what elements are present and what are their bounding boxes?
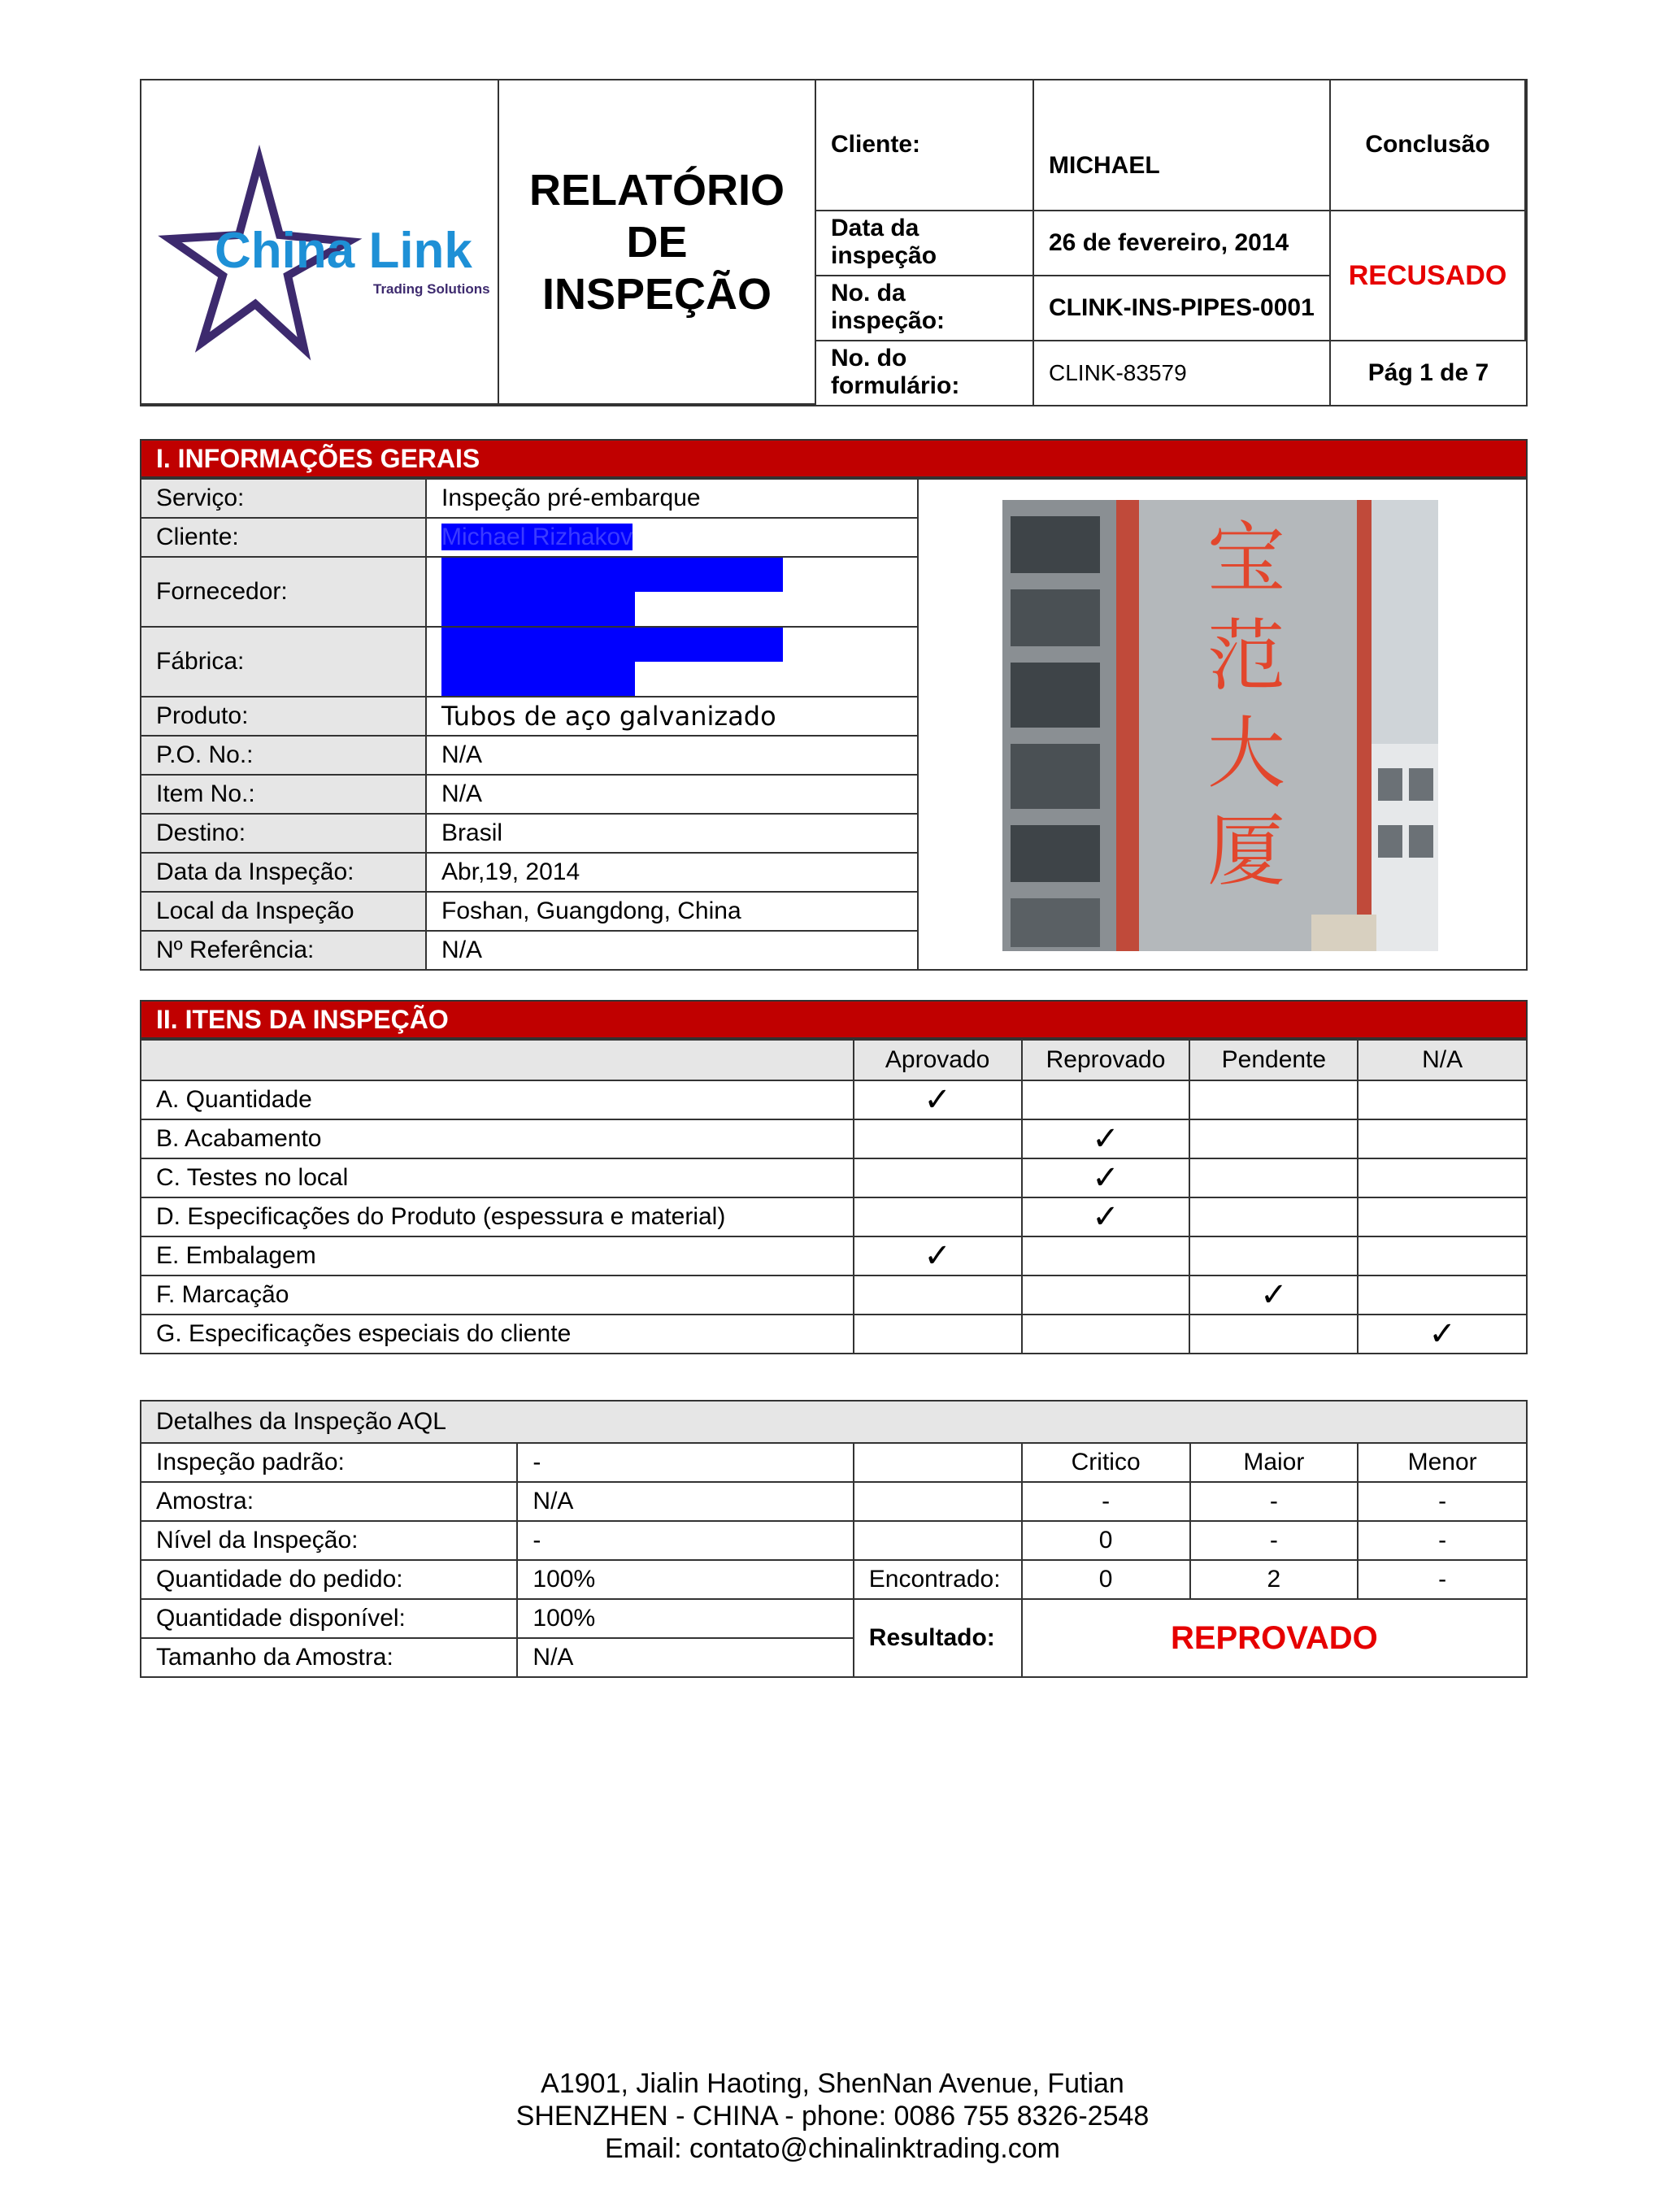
conclusion-value: RECUSADO: [1331, 211, 1526, 341]
redaction-block: [441, 592, 635, 626]
form-number-value: CLINK-83579: [1034, 341, 1331, 405]
row-value: Brasil: [426, 814, 918, 853]
table-row: [141, 1236, 1527, 1275]
empty-check-cell: [854, 1315, 1022, 1354]
empty-check-cell: [1022, 1236, 1190, 1275]
row-label: Nº Referência:: [141, 931, 426, 970]
row-value: N/A: [426, 736, 918, 775]
item-label: C. Testes no local: [141, 1158, 854, 1197]
china-link-logo: [141, 80, 499, 405]
inspection-number-label: No. da inspeção:: [816, 276, 1034, 341]
table-row: [141, 557, 918, 627]
row-label: Cliente:: [141, 518, 426, 557]
logo-subtext: Trading Solutions: [373, 281, 490, 297]
empty-check-cell: [1189, 1080, 1358, 1119]
defect-value: -: [1190, 1482, 1359, 1521]
item-label: A. Quantidade: [141, 1080, 854, 1119]
aql-value: 100%: [517, 1599, 853, 1638]
check-mark-icon: [854, 1236, 1022, 1275]
empty-check-cell: [1022, 1080, 1190, 1119]
defect-header-critico: Critico: [1022, 1443, 1190, 1482]
found-value: 2: [1190, 1560, 1359, 1599]
footer-line-3: Email: contato@chinalinktrading.com: [605, 2133, 1060, 2164]
page-number: Pág 1 de 7: [1367, 359, 1489, 386]
aql-label: Amostra:: [141, 1482, 517, 1521]
table-row: [141, 1599, 1527, 1638]
aql-empty: [854, 1521, 1022, 1560]
row-value: N/A: [426, 775, 918, 814]
client-value: MICHAEL: [1034, 80, 1331, 211]
defect-value: 0: [1022, 1521, 1190, 1560]
table-row: [141, 1275, 1527, 1315]
item-label: E. Embalagem: [141, 1236, 854, 1275]
empty-check-cell: [1189, 1119, 1358, 1158]
aql-value: -: [517, 1443, 853, 1482]
checkmark-icon: ✓: [1092, 1120, 1119, 1157]
checkmark-icon: ✓: [1428, 1315, 1456, 1352]
empty-check-cell: [854, 1197, 1022, 1236]
table-row: [141, 1560, 1527, 1599]
table-row: [141, 931, 918, 970]
empty-check-cell: [854, 1119, 1022, 1158]
row-label: Item No.:: [141, 775, 426, 814]
logo-text: China Link: [215, 223, 472, 279]
section-general-title: I. INFORMAÇÕES GERAIS: [140, 439, 1528, 478]
redaction-block: [441, 628, 783, 662]
result-value: REPROVADO: [1022, 1599, 1527, 1677]
item-label: B. Acabamento: [141, 1119, 854, 1158]
item-label: D. Especificações do Produto (espessura e material): [141, 1197, 854, 1236]
photo-sign-char: 大: [1207, 708, 1285, 799]
empty-check-cell: [1189, 1315, 1358, 1354]
row-value: N/A: [426, 931, 918, 970]
title-line-2: DE: [626, 217, 688, 267]
check-mark-icon: [1022, 1119, 1190, 1158]
aql-label: Nível da Inspeção:: [141, 1521, 517, 1560]
title-line-3: INSPEÇÃO: [541, 269, 772, 319]
table-row: [141, 1197, 1527, 1236]
aql-value: -: [517, 1521, 853, 1560]
row-label: Produto:: [141, 697, 426, 736]
item-label: F. Marcação: [141, 1275, 854, 1315]
photo-sign-char: 宝: [1207, 513, 1285, 604]
empty-check-cell: [1189, 1197, 1358, 1236]
empty-check-cell: [1358, 1080, 1527, 1119]
photo-sign-char: 厦: [1207, 806, 1285, 897]
aql-details-table: [140, 1400, 1528, 1678]
empty-check-cell: [1022, 1275, 1190, 1315]
checkmark-icon: ✓: [924, 1081, 951, 1118]
column-header-reprovado: Reprovado: [1022, 1040, 1190, 1080]
defect-value: -: [1022, 1482, 1190, 1521]
client-name-redacted: Michael Rizhakov: [441, 524, 633, 550]
defect-value: -: [1358, 1482, 1527, 1521]
empty-check-cell: [1189, 1236, 1358, 1275]
defect-value: -: [1190, 1521, 1359, 1560]
redaction-block: [441, 662, 635, 696]
aql-empty: [854, 1443, 1022, 1482]
footer-line-1: A1901, Jialin Haoting, ShenNan Avenue, Futian: [541, 2068, 1124, 2099]
table-row: [141, 775, 918, 814]
item-label: G. Especificações especiais do cliente: [141, 1315, 854, 1354]
check-mark-icon: [1358, 1315, 1527, 1354]
empty-check-cell: [854, 1275, 1022, 1315]
aql-label: Quantidade do pedido:: [141, 1560, 517, 1599]
defect-header-maior: Maior: [1190, 1443, 1359, 1482]
row-label: Serviço:: [141, 479, 426, 518]
form-number-label: No. do formulário:: [816, 341, 1034, 405]
general-info-table: [140, 478, 919, 971]
checkmark-icon: ✓: [924, 1237, 951, 1274]
aql-value: N/A: [517, 1638, 853, 1677]
check-mark-icon: [1022, 1158, 1190, 1197]
inspection-items-table: [140, 1039, 1528, 1354]
found-label: Encontrado:: [854, 1560, 1022, 1599]
result-label: Resultado:: [854, 1599, 1022, 1677]
aql-label: Tamanho da Amostra:: [141, 1638, 517, 1677]
logo-cell: [141, 80, 499, 405]
table-row: [141, 1080, 1527, 1119]
check-mark-icon: [1189, 1275, 1358, 1315]
table-row: [141, 1443, 1527, 1482]
table-row: [141, 1482, 1527, 1521]
inspection-number-value: CLINK-INS-PIPES-0001: [1034, 276, 1331, 341]
table-row: [141, 1315, 1527, 1354]
empty-check-cell: [1358, 1275, 1527, 1315]
footer-line-2: SHENZHEN - CHINA - phone: 0086 755 8326-2548: [515, 2101, 1150, 2132]
factory-building-photo: [1002, 500, 1438, 951]
check-mark-icon: [854, 1080, 1022, 1119]
row-value: Inspeção pré-embarque: [426, 479, 918, 518]
table-row: [141, 736, 918, 775]
table-row: [141, 892, 918, 931]
defect-value: -: [1358, 1521, 1527, 1560]
checkmark-icon: ✓: [1092, 1159, 1119, 1196]
table-row: [141, 853, 918, 892]
empty-check-cell: [1358, 1119, 1527, 1158]
empty-check-cell: [854, 1158, 1022, 1197]
table-row: [141, 479, 918, 518]
column-header-pendente: Pendente: [1189, 1040, 1358, 1080]
empty-check-cell: [1358, 1158, 1527, 1197]
table-row: [141, 1521, 1527, 1560]
column-header-na: N/A: [1358, 1040, 1527, 1080]
row-value: Abr,19, 2014: [426, 853, 918, 892]
client-label: Cliente:: [816, 80, 1034, 211]
table-row: [141, 814, 918, 853]
row-label: Local da Inspeção: [141, 892, 426, 931]
title-line-1: RELATÓRIO: [529, 165, 785, 215]
table-row: [141, 1119, 1527, 1158]
aql-value: 100%: [517, 1560, 853, 1599]
header-empty: [141, 1040, 854, 1080]
supplier-redacted-cell: [426, 557, 918, 627]
row-label: Destino:: [141, 814, 426, 853]
checkmark-icon: ✓: [1260, 1276, 1288, 1313]
report-header: [140, 79, 1528, 406]
row-label: P.O. No.:: [141, 736, 426, 775]
aql-title: Detalhes da Inspeção AQL: [141, 1401, 1527, 1443]
section-items-title: II. ITENS DA INSPEÇÃO: [140, 1000, 1528, 1039]
empty-check-cell: [1189, 1158, 1358, 1197]
row-value-cell: [426, 518, 918, 557]
row-label: Fábrica:: [141, 627, 426, 697]
found-value: 0: [1022, 1560, 1190, 1599]
factory-photo-panel: [917, 478, 1528, 971]
redaction-block: [441, 558, 783, 592]
found-value: -: [1358, 1560, 1527, 1599]
empty-check-cell: [1358, 1197, 1527, 1236]
table-row: [141, 1401, 1527, 1443]
check-mark-icon: [1022, 1197, 1190, 1236]
table-header-row: [141, 1040, 1527, 1080]
conclusion-label: Conclusão: [1331, 80, 1526, 211]
column-header-aprovado: Aprovado: [854, 1040, 1022, 1080]
table-row: [141, 697, 918, 736]
report-title: [499, 80, 816, 405]
aql-label: Quantidade disponível:: [141, 1599, 517, 1638]
row-label: Data da Inspeção:: [141, 853, 426, 892]
factory-redacted-cell: [426, 627, 918, 697]
table-row: [141, 518, 918, 557]
photo-sign-char: 范: [1207, 611, 1285, 702]
table-row: [141, 1158, 1527, 1197]
inspection-date-value: 26 de fevereiro, 2014: [1034, 211, 1331, 276]
checkmark-icon: ✓: [1092, 1198, 1119, 1235]
row-value: Foshan, Guangdong, China: [426, 892, 918, 931]
footer-address: [0, 2067, 1665, 2165]
aql-label: Inspeção padrão:: [141, 1443, 517, 1482]
aql-value: N/A: [517, 1482, 853, 1521]
table-row: [141, 627, 918, 697]
empty-check-cell: [1022, 1315, 1190, 1354]
row-value: Tubos de aço galvanizado: [426, 697, 918, 736]
aql-empty: [854, 1482, 1022, 1521]
defect-header-menor: Menor: [1358, 1443, 1527, 1482]
empty-check-cell: [1358, 1236, 1527, 1275]
row-label: Fornecedor:: [141, 557, 426, 627]
inspection-date-label: Data da inspeção: [816, 211, 1034, 276]
